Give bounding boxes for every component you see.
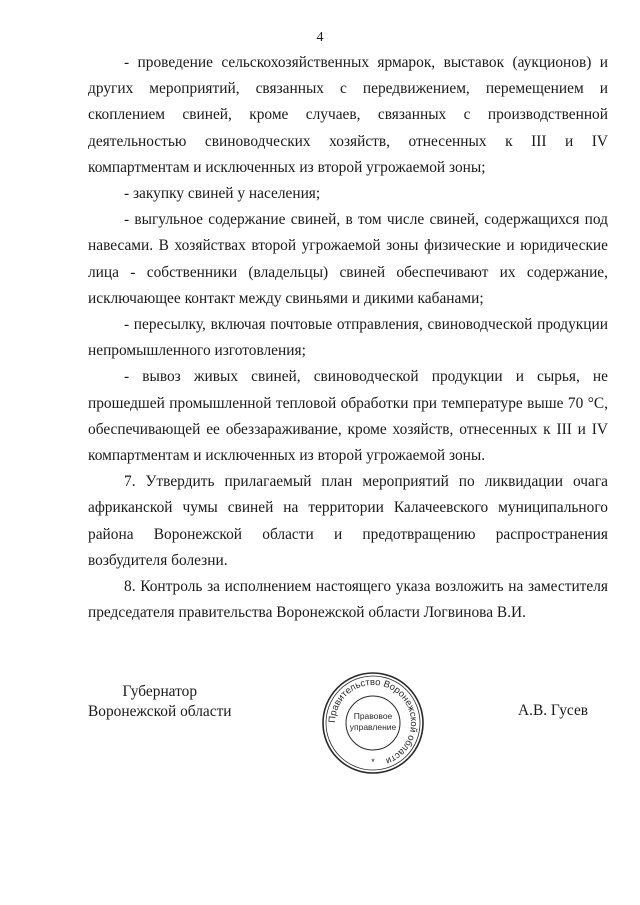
paragraph-purchase-ban: - закупку свиней у населения;	[124, 185, 321, 203]
official-stamp	[320, 670, 426, 776]
paragraph-export-ban: - вывоз живых свиней, свиноводческой продукции и сырья, не прошедшей промышленной тепловой обработки при температуре выше 70 °С, обеспечивающей ее обеззараживание, кроме хозяйств, отнесенных к III и IV компартментам и исключенных из второй угрожаемой зоны.	[88, 368, 608, 465]
stamp-center-line1: Правовое	[353, 711, 393, 721]
page-number: 4	[316, 30, 324, 45]
stamp-center-line2: управление	[349, 722, 397, 732]
signature-block	[0, 670, 640, 780]
signatory-name: А.В. Гусев	[518, 702, 589, 719]
paragraph-fairs-ban: - проведение сельскохозяйственных ярмарок, выставок (аукционов) и других мероприятий, связанных с передвижением, перемещением и скоплением свиней, кроме случаев, связанных с производственной деятельностью свиноводческих хозяйств, отнесенных к III и IV компартментам и исключенных из второй угрожаемой зоны;	[88, 54, 608, 176]
paragraph-item-8: 8. Контроль за исполнением настоящего указа возложить на заместителя председателя правительства Воронежской области Логвинова В.И.	[88, 578, 608, 622]
signatory-title	[88, 682, 232, 722]
paragraph-item-7: 7. Утвердить прилагаемый план мероприятий по ликвидации очага африканской чумы свиней на территории Калачеевского муниципального района Воронежской области и предотвращению распространения возбудителя болезни.	[88, 473, 608, 569]
paragraph-free-range-ban: - выгульное содержание свиней, в том числе свиней, содержащихся под навесами. В хозяйствах второй угрожаемой зоны физические и юридические лица - собственники (владельцы) свиней обеспечивают их содержание, исключающее контакт между свиньями и дикими кабанами;	[88, 211, 608, 307]
signatory-title-line1: Губернатор	[122, 683, 198, 700]
paragraph-shipment-ban: - пересылку, включая почтовые отправления, свиноводческой продукции непромышленного изготовления;	[88, 316, 608, 360]
stamp-ring-text: Правительство Воронежской области	[326, 676, 420, 767]
document-body	[88, 50, 608, 626]
signatory-title-line2: Воронежской области	[88, 703, 232, 720]
stamp-star-icon: *	[371, 757, 375, 767]
